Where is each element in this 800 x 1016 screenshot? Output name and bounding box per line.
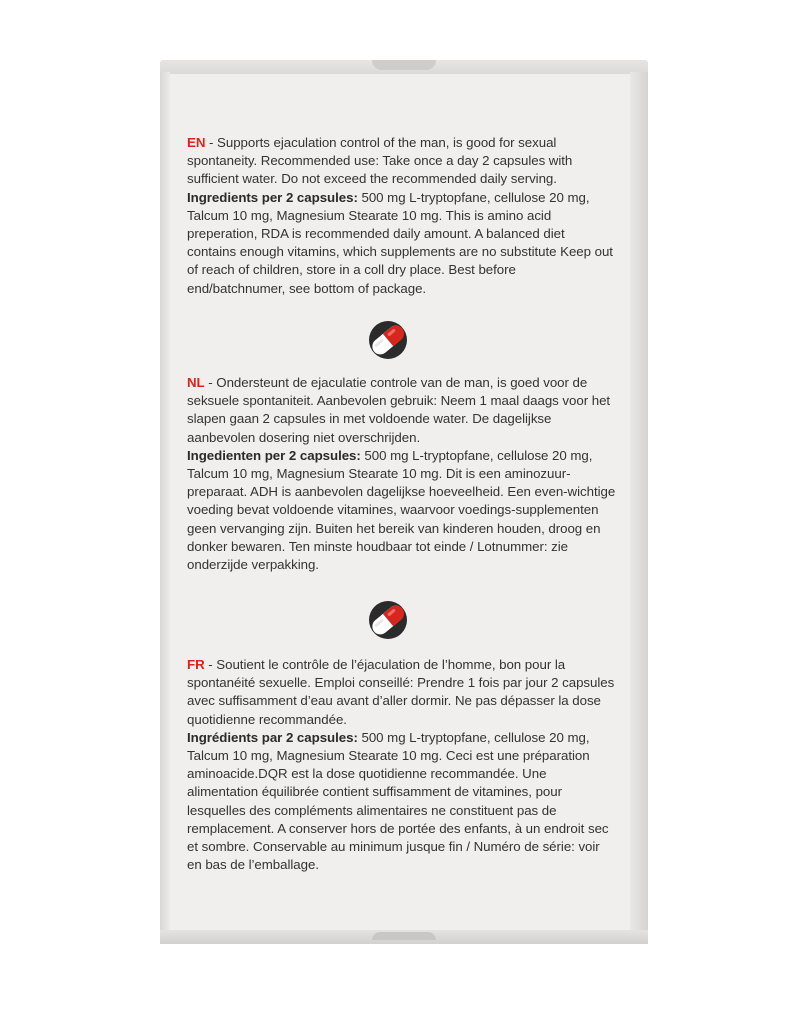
package-top-notch [372, 60, 436, 70]
language-code-fr: FR [187, 657, 205, 672]
dutch-ingredients-label: Ingedienten per 2 capsules: [187, 447, 361, 463]
french-ingredients-label: Ingrédients par 2 capsules: [187, 729, 358, 745]
package-left-edge [160, 72, 170, 944]
package-right-edge [630, 72, 648, 944]
english-ingredients-text: 500 mg L-tryptopfane, cellulose 20 mg, Talcum 10 mg, Magnesium Stearate 10 mg. This is amino acid preperation, RDA is recommended daily amount. A balanced diet contains enough vitamins, which supplements are no substitute Keep out of reach of children, store in a coll dry place. Best before end/batchnumer, see bottom of package. [187, 189, 613, 296]
dutch-ingredients-text: 500 mg L-tryptopfane, cellulose 20 mg, Talcum 10 mg, Magnesium Stearate 10 mg. Dit is een aminozuur-preparaat. ADH is aanbevolen dagelijkse hoeveelheid. Een even-wichtige voeding bevat voldoende vitamines, waarvoor voedings-supplementen geen vervanging zijn. Buiten het bereik van kinderen houden, droog en donker bewaren. Ten minste houdbaar tot einde / Lotnummer: zie onderzijde verpakking. [187, 447, 616, 573]
dutch-description [187, 374, 617, 574]
dutch-intro-text: - Ondersteunt de ejaculatie controle van de man, is goed voor de seksuele spontaniteit. Aanbevolen gebruik: Neem 1 maal daags voor het slapen gaan 2 capsules in met voldoende water. De dagelijkse aanbevolen dosering niet overschrijden. [187, 375, 611, 445]
english-ingredients-label: Ingredients per 2 capsules: [187, 189, 358, 205]
english-description [187, 134, 617, 298]
french-description [187, 656, 617, 874]
language-code-en: EN [187, 135, 206, 150]
english-intro-text: - Supports ejaculation control of the man, is good for sexual spontaneity. Recommended use: Take once a day 2 capsules with sufficient water. Do not exceed the recommended daily serving. [187, 135, 573, 187]
french-ingredients-text: 500 mg L-tryptopfane, cellulose 20 mg, Talcum 10 mg, Magnesium Stearate 10 mg. Ceci est une préparation aminoacide.DQR est la dose quotidienne recommandée. Une alimentation équilibrée contient suffisamment de vitamines, pour lesquelles des compléments alimentaires ne constituent pas de remplacement. A conserver hors de portée des enfants, à un endroit sec et sombre. Conservable au minimum jusque fin / Numéro de série: voir en bas de l’emballage. [187, 729, 609, 873]
capsule-pill-icon [364, 316, 412, 364]
language-code-nl: NL [187, 375, 205, 390]
french-intro-text: - Soutient le contrôle de l’éjaculation de l’homme, bon pour la spontanéité sexuelle. Emploi conseillé: Prendre 1 fois par jour 2 capsules avec suffisamment d’eau avant d’aller dormir. Ne pas dépasser la dose quotidienne recommandée. [187, 657, 615, 727]
package-bottom-notch [372, 932, 436, 940]
capsule-pill-icon [364, 596, 412, 644]
